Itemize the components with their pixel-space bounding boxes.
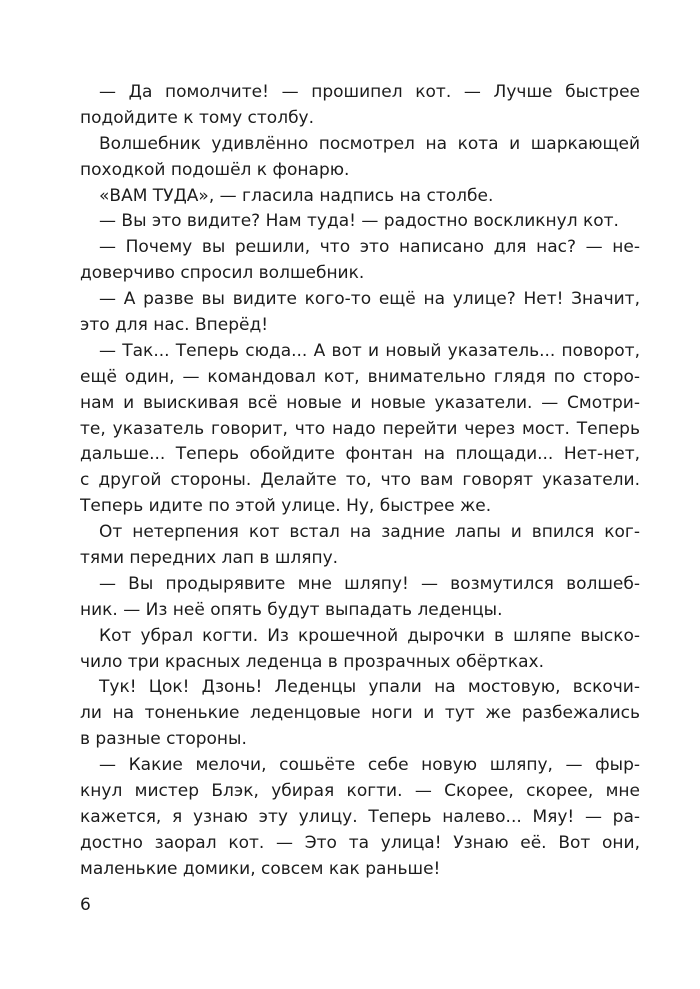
- text-line: ещё один, — командовал кот, внимательно глядя по сторо-: [80, 366, 640, 387]
- text-line: достно заорал кот. — Это та улица! Узнаю её. Вот они,: [80, 832, 640, 853]
- text-line: ник. — Из неё опять будут выпадать леденцы.: [80, 599, 503, 620]
- text-line: — Вы продырявите мне шляпу! — возмутился волшеб-: [99, 573, 640, 594]
- text-line: дальше... Теперь обойдите фонтан на площади... Нет-нет,: [80, 444, 640, 465]
- text-line: — Так... Теперь сюда... А вот и новый указатель... поворот,: [99, 340, 640, 361]
- text-line: походкой подошёл к фонарю.: [80, 159, 350, 180]
- text-line: От нетерпения кот встал на задние лапы и впился ког-: [99, 522, 640, 543]
- text-line: те, указатель говорит, что надо перейти через мост. Теперь: [80, 418, 640, 439]
- page-text: [80, 80, 640, 883]
- text-line: маленькие домики, совсем как раньше!: [80, 858, 441, 879]
- text-line: это для нас. Вперёд!: [80, 315, 269, 336]
- text-line: кнул мистер Блэк, убирая когти. — Скорее, скорее, мне: [80, 781, 640, 802]
- text-line: — А разве вы видите кого-то ещё на улице? Нет! Значит,: [99, 289, 640, 310]
- text-line: — Вы это видите? Нам туда! — радостно воскликнул кот.: [99, 211, 619, 232]
- text-line: — Почему вы решили, что это написано для нас? — не-: [99, 237, 640, 258]
- text-line: — Да помолчите! — прошипел кот. — Лучше быстрее: [99, 82, 640, 102]
- text-line: — Какие мелочи, сошьёте себе новую шляпу, — фыр-: [99, 755, 640, 776]
- text-line: кажется, я узнаю эту улицу. Теперь налево... Мяу! — ра-: [80, 806, 640, 827]
- text-line: чило три красных леденца в прозрачных обёртках.: [80, 651, 544, 672]
- text-line: в разные стороны.: [80, 729, 247, 750]
- text-line: Теперь идите по этой улице. Ну, быстрее же.: [80, 496, 492, 517]
- page-number: 6: [80, 895, 91, 915]
- text-line: нам и выискивая всё новые и новые указатели. — Смотри-: [80, 392, 640, 413]
- text-line: Кот убрал когти. Из крошечной дырочки в шляпе выско-: [99, 625, 640, 646]
- text-line: Волшебник удивлённо посмотрел на кота и шаркающей: [99, 133, 640, 154]
- text-line: Тук! Цок! Дзонь! Леденцы упали на мостовую, вскочи-: [99, 677, 640, 698]
- text-line: ли на тоненькие леденцовые ноги и тут же разбежались: [80, 703, 640, 724]
- text-line: подойдите к тому столбу.: [80, 107, 315, 128]
- text-line: тями передних лап в шляпу.: [80, 548, 339, 569]
- text-line: с другой стороны. Делайте то, что вам говорят указатели.: [80, 470, 640, 491]
- text-line: «ВАМ ТУДА», — гласила надпись на столбе.: [99, 185, 494, 206]
- text-line: доверчиво спросил волшебник.: [80, 263, 365, 284]
